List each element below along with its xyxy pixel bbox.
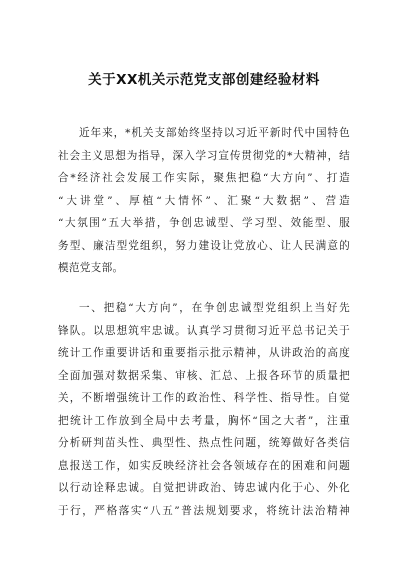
paragraph-line: 统计工作重要讲话和重要指示批示精神，从讲政治的高度 — [58, 347, 350, 359]
paragraph-line: “大讲堂”、厚植“大情怀”、汇聚“大数据”、营造 — [58, 194, 350, 207]
paragraph-line: 把统计工作放到全局中去考量，胸怀“国之大者”，注重 — [58, 414, 350, 427]
paragraph-line: 息报送工作，如实反映经济社会各领域存在的困难和问题 — [58, 459, 350, 472]
paragraph-line: 以行动诠释忠诚。自觉把讲政治、铸忠诚内化于心、外化 — [58, 482, 350, 494]
paragraph-line: 锋队。以思想筑牢忠诚。认真学习贯彻习近平总书记关于 — [58, 324, 350, 337]
paragraph-line: 于行，严格落实“八五”普法规划要求，将统计法治精神 — [58, 504, 350, 517]
paragraph-line: 全面加强对数据采集、审核、汇总、上报各环节的质量把 — [58, 369, 350, 382]
paragraph-line: 近年来，*机关支部始终坚持以习近平新时代中国特色 — [79, 127, 350, 139]
document-title: 关于XX机关示范党支部创建经验材料 — [88, 72, 320, 88]
paragraph-line: 模范党支部。 — [58, 262, 124, 274]
paragraph-line: 务型、廉洁型党组织，努力建设让党放心、让人民满意的 — [58, 239, 350, 252]
paragraph-line: 合*经济社会发展工作实际，聚焦把稳“大方向”、打造 — [58, 172, 350, 184]
paragraph-line: 社会主义思想为指导，深入学习宣传贯彻党的*大精神，结 — [58, 149, 350, 162]
paragraph-line: 分析研判苗头性、典型性、热点性问题，统筹做好各类信 — [58, 437, 350, 449]
paragraph-line: 关，不断增强统计工作的政治性、科学性、指导性。自觉 — [58, 392, 350, 404]
paragraph-intro — [58, 122, 350, 280]
paragraph-section-one — [58, 297, 350, 522]
paragraph-line: “大氛围”五大举措，争创忠诚型、学习型、效能型、服 — [58, 217, 350, 229]
paragraph-line: 一、把稳“大方向”，在争创忠诚型党组织上当好先 — [79, 302, 350, 314]
